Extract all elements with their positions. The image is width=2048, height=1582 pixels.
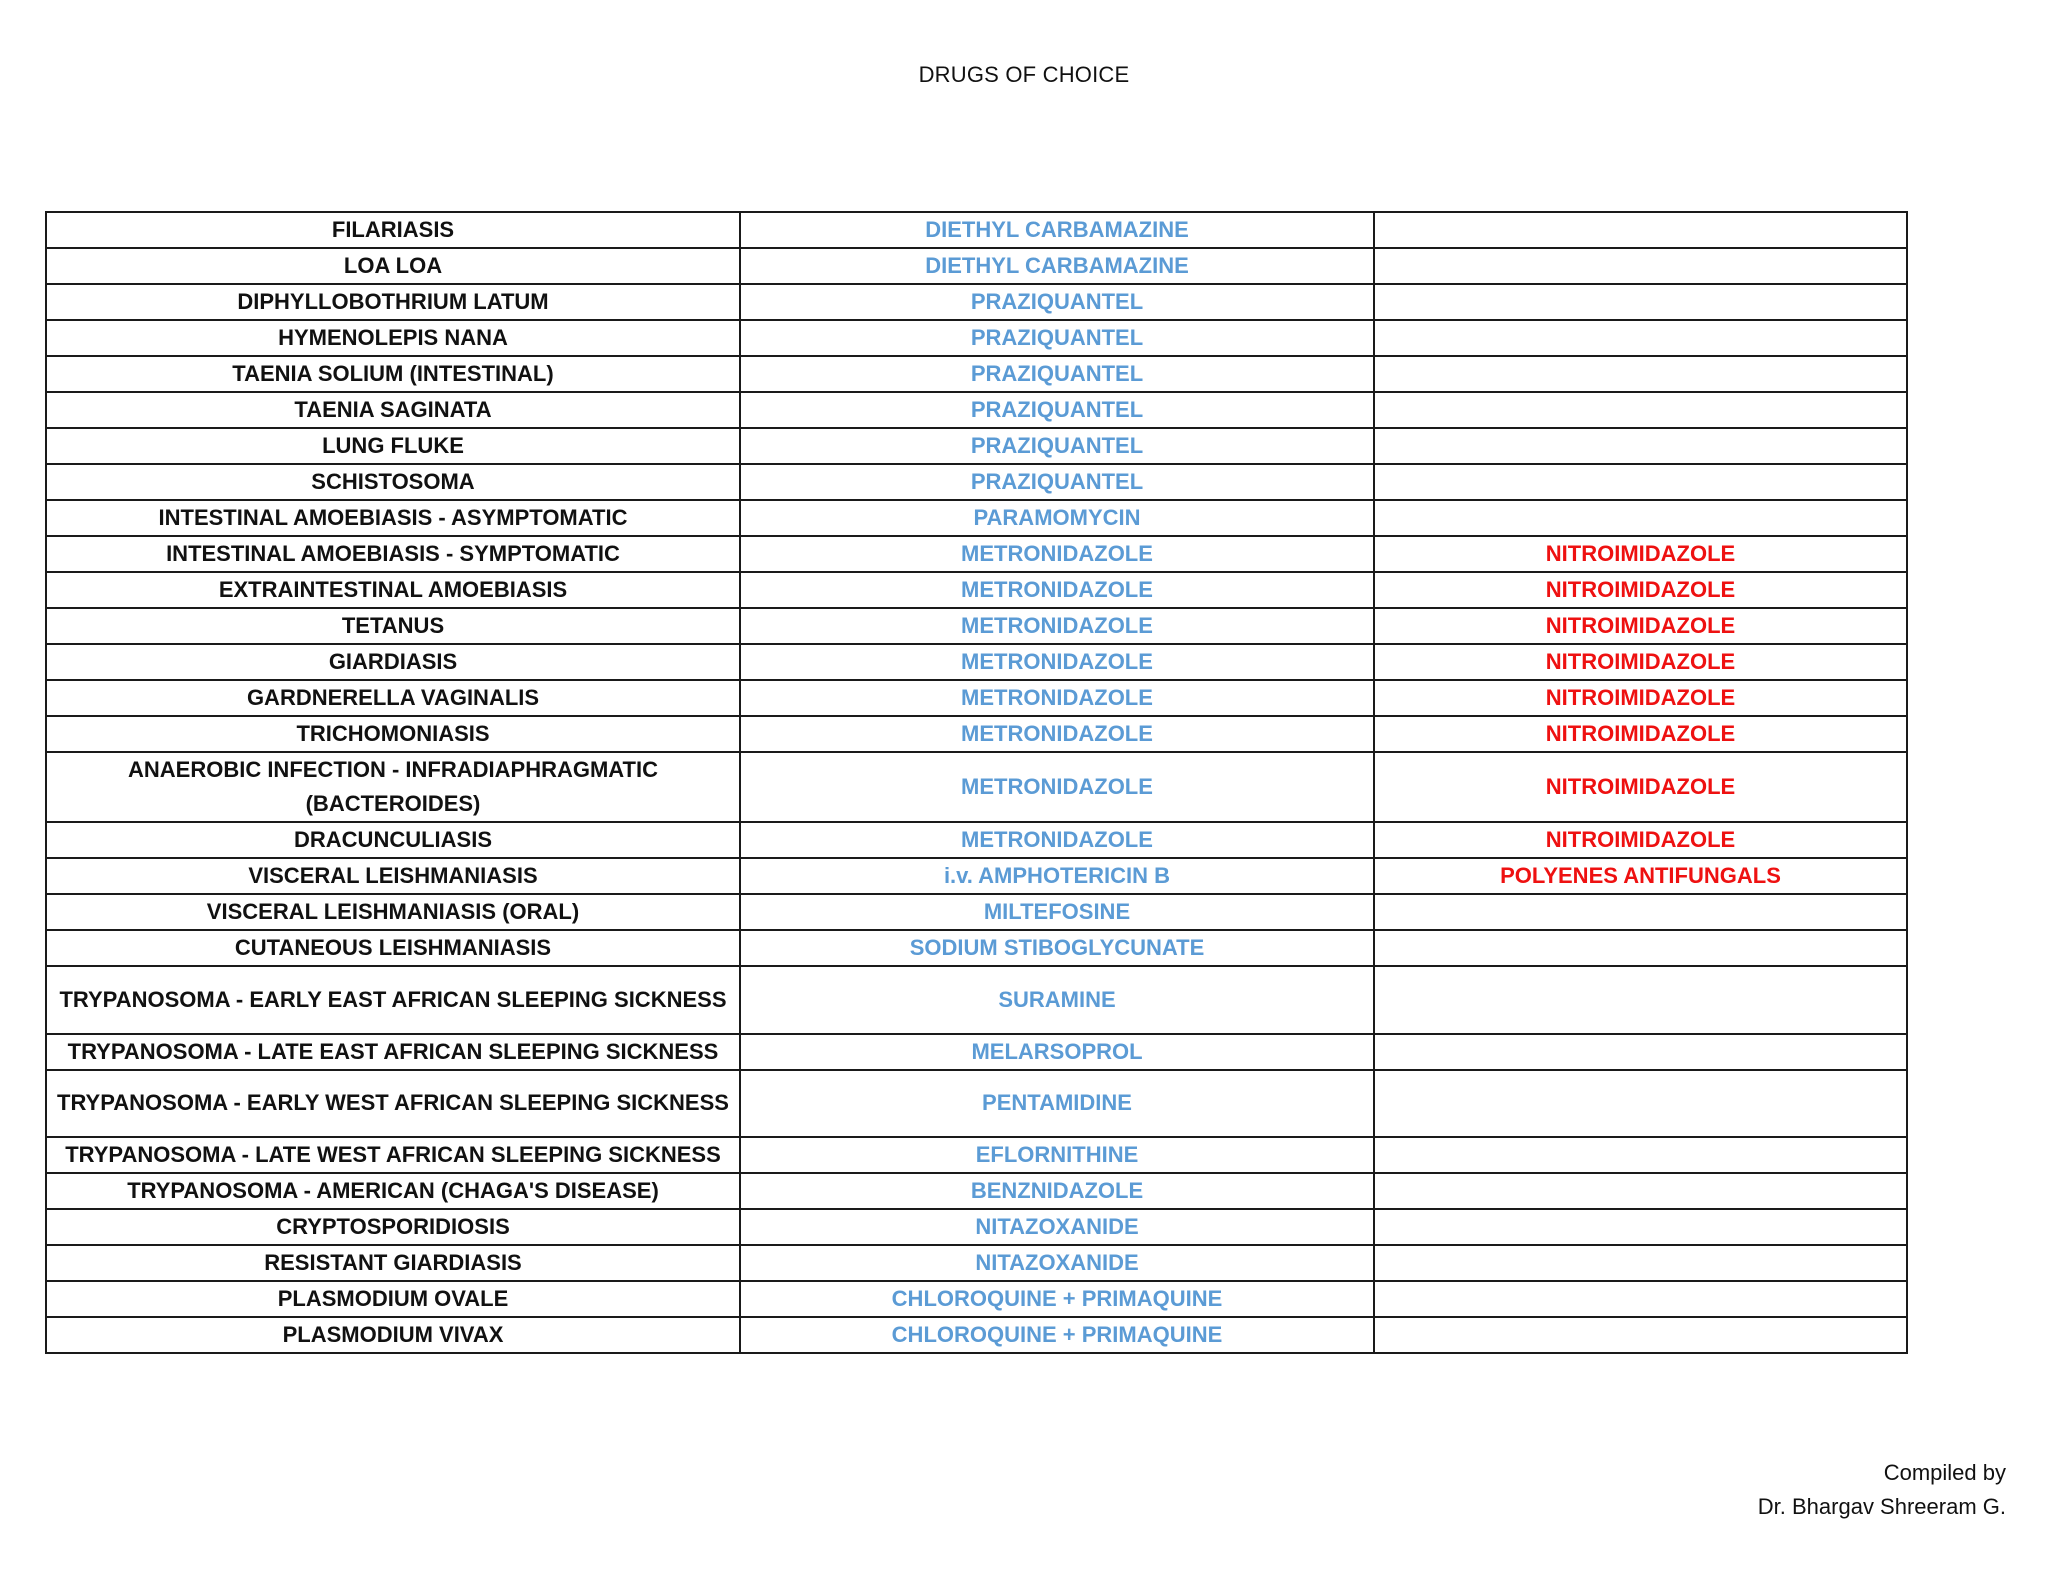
table-row bbox=[46, 966, 1907, 1034]
drug-cell: NITAZOXANIDE bbox=[740, 1245, 1374, 1281]
drug-class-cell bbox=[1374, 464, 1907, 500]
disease-cell: TETANUS bbox=[46, 608, 740, 644]
drug-class-cell bbox=[1374, 212, 1907, 248]
drug-class-cell: NITROIMIDAZOLE bbox=[1374, 572, 1907, 608]
drug-class-cell bbox=[1374, 1070, 1907, 1138]
disease-cell: FILARIASIS bbox=[46, 212, 740, 248]
drug-cell: METRONIDAZOLE bbox=[740, 608, 1374, 644]
credit-label: Compiled by bbox=[1883, 1460, 2006, 1485]
disease-cell: SCHISTOSOMA bbox=[46, 464, 740, 500]
drug-cell: PRAZIQUANTEL bbox=[740, 392, 1374, 428]
drug-class-cell bbox=[1374, 392, 1907, 428]
table-row bbox=[46, 428, 1907, 464]
disease-cell: PLASMODIUM VIVAX bbox=[46, 1317, 740, 1353]
table-row bbox=[46, 608, 1907, 644]
author-name: Dr. Bhargav Shreeram G. bbox=[1757, 1494, 2006, 1519]
disease-cell: VISCERAL LEISHMANIASIS (ORAL) bbox=[46, 894, 740, 930]
drug-class-cell bbox=[1374, 1034, 1907, 1070]
disease-cell: RESISTANT GIARDIASIS bbox=[46, 1245, 740, 1281]
drug-cell: PRAZIQUANTEL bbox=[740, 320, 1374, 356]
table-row bbox=[46, 894, 1907, 930]
table-row bbox=[46, 1034, 1907, 1070]
drug-cell: i.v. AMPHOTERICIN B bbox=[740, 858, 1374, 894]
drug-cell: DIETHYL CARBAMAZINE bbox=[740, 248, 1374, 284]
disease-cell: DIPHYLLOBOTHRIUM LATUM bbox=[46, 284, 740, 320]
drug-cell: BENZNIDAZOLE bbox=[740, 1173, 1374, 1209]
drug-cell: METRONIDAZOLE bbox=[740, 716, 1374, 752]
drug-cell: MELARSOPROL bbox=[740, 1034, 1374, 1070]
drug-class-cell bbox=[1374, 428, 1907, 464]
drug-class-cell bbox=[1374, 356, 1907, 392]
drug-class-cell: NITROIMIDAZOLE bbox=[1374, 644, 1907, 680]
drug-cell: METRONIDAZOLE bbox=[740, 752, 1374, 822]
drug-cell: PRAZIQUANTEL bbox=[740, 428, 1374, 464]
drug-class-cell bbox=[1374, 248, 1907, 284]
disease-cell: CUTANEOUS LEISHMANIASIS bbox=[46, 930, 740, 966]
drug-cell: DIETHYL CARBAMAZINE bbox=[740, 212, 1374, 248]
disease-cell: ANAEROBIC INFECTION - INFRADIAPHRAGMATIC (BACTEROIDES) bbox=[46, 752, 740, 822]
disease-cell: TAENIA SOLIUM (INTESTINAL) bbox=[46, 356, 740, 392]
table-row bbox=[46, 212, 1907, 248]
disease-cell: TRYPANOSOMA - EARLY EAST AFRICAN SLEEPING SICKNESS bbox=[46, 966, 740, 1034]
drug-class-cell bbox=[1374, 1137, 1907, 1173]
table-row bbox=[46, 356, 1907, 392]
table-row bbox=[46, 822, 1907, 858]
table-row bbox=[46, 1281, 1907, 1317]
drug-cell: METRONIDAZOLE bbox=[740, 680, 1374, 716]
table-row bbox=[46, 248, 1907, 284]
drug-class-cell bbox=[1374, 930, 1907, 966]
disease-cell: TRYPANOSOMA - AMERICAN (CHAGA'S DISEASE) bbox=[46, 1173, 740, 1209]
drug-class-cell: NITROIMIDAZOLE bbox=[1374, 680, 1907, 716]
drug-class-cell bbox=[1374, 284, 1907, 320]
table-row bbox=[46, 644, 1907, 680]
disease-cell: LOA LOA bbox=[46, 248, 740, 284]
drug-class-cell bbox=[1374, 500, 1907, 536]
drug-class-cell bbox=[1374, 1317, 1907, 1353]
table-row bbox=[46, 1317, 1907, 1353]
table-row bbox=[46, 930, 1907, 966]
drug-class-cell: POLYENES ANTIFUNGALS bbox=[1374, 858, 1907, 894]
drug-class-cell bbox=[1374, 894, 1907, 930]
drug-cell: PRAZIQUANTEL bbox=[740, 356, 1374, 392]
drug-class-cell: NITROIMIDAZOLE bbox=[1374, 608, 1907, 644]
drug-cell: SURAMINE bbox=[740, 966, 1374, 1034]
drug-cell: METRONIDAZOLE bbox=[740, 536, 1374, 572]
drug-class-cell: NITROIMIDAZOLE bbox=[1374, 752, 1907, 822]
drug-cell: PRAZIQUANTEL bbox=[740, 464, 1374, 500]
drug-cell: PENTAMIDINE bbox=[740, 1070, 1374, 1138]
drug-cell: METRONIDAZOLE bbox=[740, 572, 1374, 608]
disease-cell: TAENIA SAGINATA bbox=[46, 392, 740, 428]
disease-cell: HYMENOLEPIS NANA bbox=[46, 320, 740, 356]
table-row bbox=[46, 1173, 1907, 1209]
disease-cell: GIARDIASIS bbox=[46, 644, 740, 680]
drug-cell: EFLORNITHINE bbox=[740, 1137, 1374, 1173]
disease-cell: INTESTINAL AMOEBIASIS - SYMPTOMATIC bbox=[46, 536, 740, 572]
disease-cell: GARDNERELLA VAGINALIS bbox=[46, 680, 740, 716]
table-row bbox=[46, 1245, 1907, 1281]
table-row bbox=[46, 680, 1907, 716]
disease-cell: TRYPANOSOMA - EARLY WEST AFRICAN SLEEPING SICKNESS bbox=[46, 1070, 740, 1138]
drug-class-cell: NITROIMIDAZOLE bbox=[1374, 822, 1907, 858]
table-row bbox=[46, 752, 1907, 822]
table-row bbox=[46, 464, 1907, 500]
drug-class-cell bbox=[1374, 1173, 1907, 1209]
drug-cell: CHLOROQUINE + PRIMAQUINE bbox=[740, 1317, 1374, 1353]
drug-cell: METRONIDAZOLE bbox=[740, 822, 1374, 858]
drug-cell: SODIUM STIBOGLYCUNATE bbox=[740, 930, 1374, 966]
disease-cell: EXTRAINTESTINAL AMOEBIASIS bbox=[46, 572, 740, 608]
disease-cell: PLASMODIUM OVALE bbox=[46, 1281, 740, 1317]
page-title: DRUGS OF CHOICE bbox=[918, 62, 1130, 87]
drug-cell: NITAZOXANIDE bbox=[740, 1209, 1374, 1245]
disease-cell: VISCERAL LEISHMANIASIS bbox=[46, 858, 740, 894]
disease-cell: LUNG FLUKE bbox=[46, 428, 740, 464]
disease-cell: INTESTINAL AMOEBIASIS - ASYMPTOMATIC bbox=[46, 500, 740, 536]
disease-cell: DRACUNCULIASIS bbox=[46, 822, 740, 858]
credit-block bbox=[1758, 1456, 2006, 1524]
drug-class-cell bbox=[1374, 966, 1907, 1034]
drug-class-cell bbox=[1374, 320, 1907, 356]
table-row bbox=[46, 536, 1907, 572]
table-row bbox=[46, 1209, 1907, 1245]
table-row bbox=[46, 284, 1907, 320]
drug-cell: PRAZIQUANTEL bbox=[740, 284, 1374, 320]
disease-cell: TRYPANOSOMA - LATE WEST AFRICAN SLEEPING SICKNESS bbox=[46, 1137, 740, 1173]
table-row bbox=[46, 1070, 1907, 1138]
drug-class-cell: NITROIMIDAZOLE bbox=[1374, 716, 1907, 752]
drug-cell: PARAMOMYCIN bbox=[740, 500, 1374, 536]
drug-class-cell bbox=[1374, 1209, 1907, 1245]
table-row bbox=[46, 716, 1907, 752]
table-row bbox=[46, 572, 1907, 608]
drug-class-cell bbox=[1374, 1245, 1907, 1281]
drug-class-cell bbox=[1374, 1281, 1907, 1317]
table-row bbox=[46, 500, 1907, 536]
drug-cell: METRONIDAZOLE bbox=[740, 644, 1374, 680]
disease-cell: TRICHOMONIASIS bbox=[46, 716, 740, 752]
table-row bbox=[46, 320, 1907, 356]
table-row bbox=[46, 1137, 1907, 1173]
table-row bbox=[46, 392, 1907, 428]
drugs-table bbox=[45, 211, 1908, 1354]
table-row bbox=[46, 858, 1907, 894]
drug-cell: CHLOROQUINE + PRIMAQUINE bbox=[740, 1281, 1374, 1317]
drug-class-cell: NITROIMIDAZOLE bbox=[1374, 536, 1907, 572]
disease-cell: TRYPANOSOMA - LATE EAST AFRICAN SLEEPING SICKNESS bbox=[46, 1034, 740, 1070]
disease-cell: CRYPTOSPORIDIOSIS bbox=[46, 1209, 740, 1245]
drug-cell: MILTEFOSINE bbox=[740, 894, 1374, 930]
